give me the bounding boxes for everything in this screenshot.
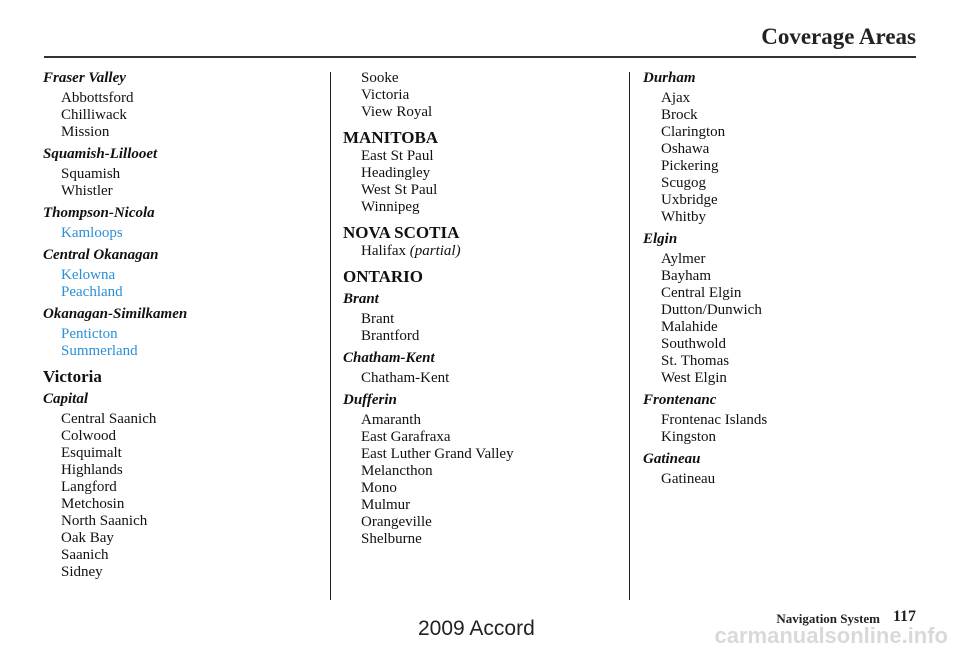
area-item-text: Peachland [61, 284, 123, 300]
region-heading-text: Elgin [643, 231, 678, 247]
area-item-text: Esquimalt [61, 445, 122, 461]
province-heading [343, 267, 623, 286]
area-item-text: Oshawa [661, 141, 710, 157]
area-item [43, 411, 323, 428]
area-item [643, 336, 923, 353]
area-item-text: Melancthon [361, 463, 433, 479]
area-item-text: Whitby [661, 209, 706, 225]
region-heading-text: Gatineau [643, 451, 701, 467]
area-item [43, 564, 323, 581]
area-item-text: Saanich [61, 547, 109, 563]
area-item-text: Bayham [661, 268, 711, 284]
area-item [43, 530, 323, 547]
area-item [343, 70, 623, 87]
area-item-text: West St Paul [361, 182, 438, 198]
area-item-text: Metchosin [61, 496, 125, 512]
area-item-text: Chilliwack [61, 107, 127, 123]
area-item [643, 353, 923, 370]
area-item [43, 343, 323, 360]
area-item-text: Halifax [361, 243, 410, 259]
area-item-text: Colwood [61, 428, 117, 444]
area-item-text: Brant [361, 311, 395, 327]
area-item-text: View Royal [361, 104, 433, 120]
region-heading [43, 146, 323, 163]
area-item-text: Sidney [61, 564, 103, 580]
region-heading-text: Thompson-Nicola [43, 205, 155, 221]
region-heading [343, 291, 623, 308]
area-item-text: Penticton [61, 326, 118, 342]
region-heading [343, 392, 623, 409]
area-item-text: Gatineau [661, 471, 716, 487]
area-item-text: North Saanich [61, 513, 148, 529]
area-item [343, 480, 623, 497]
region-heading [643, 70, 923, 87]
region-heading-text: Dufferin [343, 392, 397, 408]
region-heading-text: Capital [43, 391, 89, 407]
column-1 [43, 70, 323, 581]
area-item-text: Southwold [661, 336, 727, 352]
area-item [343, 463, 623, 480]
area-item-text: Chatham-Kent [361, 370, 450, 386]
area-item-text: Squamish [61, 166, 121, 182]
area-item [643, 175, 923, 192]
area-item-text: Brantford [361, 328, 420, 344]
area-item-text: Abbottsford [61, 90, 134, 106]
area-item [643, 124, 923, 141]
area-item [643, 158, 923, 175]
area-item-text: Kelowna [61, 267, 116, 283]
region-heading-text: Okanagan-Similkamen [43, 306, 188, 322]
area-item-text: East Luther Grand Valley [361, 446, 514, 462]
area-item-text: Shelburne [361, 531, 422, 547]
area-item [343, 87, 623, 104]
province-heading [343, 223, 623, 242]
title-rule [44, 56, 916, 58]
region-heading-text: Chatham-Kent [343, 350, 435, 366]
column-divider [629, 72, 630, 600]
area-item [343, 199, 623, 216]
area-item [643, 141, 923, 158]
region-heading-text: Durham [643, 70, 696, 86]
area-item-text: St. Thomas [661, 353, 730, 369]
area-item-text: Aylmer [661, 251, 706, 267]
area-item-text: Mulmur [361, 497, 411, 513]
area-item [643, 107, 923, 124]
area-item [43, 496, 323, 513]
area-item [643, 471, 923, 488]
area-item-text: Ajax [661, 90, 691, 106]
area-item [43, 267, 323, 284]
area-item [43, 547, 323, 564]
area-item [43, 479, 323, 496]
region-heading [643, 231, 923, 248]
area-item [643, 370, 923, 387]
area-item-text: Clarington [661, 124, 726, 140]
region-heading [43, 205, 323, 222]
page-title: Coverage Areas [761, 24, 916, 49]
footer-label: Navigation System [776, 611, 880, 626]
area-item-text: Malahide [661, 319, 718, 335]
area-item [43, 428, 323, 445]
watermark-site: carmanualsonline.info [714, 623, 948, 648]
area-item [343, 514, 623, 531]
area-item [43, 326, 323, 343]
area-item-text: Oak Bay [61, 530, 114, 546]
area-item [343, 311, 623, 328]
area-item [343, 165, 623, 182]
area-item-text: Mission [61, 124, 110, 140]
province-heading-text: NOVA SCOTIA [343, 223, 460, 242]
area-item-text: Frontenac Islands [661, 412, 768, 428]
area-item-text: Victoria [361, 87, 410, 103]
area-item-text: Central Elgin [661, 285, 742, 301]
area-item [43, 90, 323, 107]
area-item [343, 370, 623, 387]
page-number: 117 [892, 608, 916, 625]
area-item [343, 497, 623, 514]
area-item-text: West Elgin [661, 370, 727, 386]
province-heading-text: ONTARIO [343, 267, 423, 286]
province-heading-text: MANITOBA [343, 128, 439, 147]
area-item [43, 445, 323, 462]
area-item-text: Mono [361, 480, 397, 496]
area-item-text: East Garafraxa [361, 429, 451, 445]
area-item-text: Highlands [61, 462, 123, 478]
area-item-text: Brock [661, 107, 698, 123]
region-heading [343, 350, 623, 367]
region-heading [643, 392, 923, 409]
province-heading-text: Victoria [43, 367, 102, 386]
region-heading [43, 306, 323, 323]
area-item [643, 251, 923, 268]
area-item [43, 513, 323, 530]
area-item [343, 412, 623, 429]
area-item-text: Langford [61, 479, 117, 495]
region-heading-text: Central Okanagan [43, 247, 159, 263]
area-item [643, 209, 923, 226]
area-item [643, 302, 923, 319]
area-item-text: Whistler [61, 183, 113, 199]
region-heading-text: Fraser Valley [43, 70, 126, 86]
area-item-text: Orangeville [361, 514, 432, 530]
area-item-text: Scugog [661, 175, 706, 191]
area-item [343, 429, 623, 446]
area-item [343, 446, 623, 463]
column-3 [643, 70, 923, 488]
area-item [643, 192, 923, 209]
area-item [343, 328, 623, 345]
area-item-text: Winnipeg [361, 199, 420, 215]
area-item [343, 104, 623, 121]
area-item-text: Kamloops [61, 225, 123, 241]
area-item-text: Summerland [61, 343, 138, 359]
area-item [643, 90, 923, 107]
region-heading-text: Brant [343, 291, 379, 307]
area-item-text: Amaranth [361, 412, 421, 428]
province-heading [343, 128, 623, 147]
province-heading [43, 367, 323, 386]
region-heading [43, 391, 323, 408]
region-heading [43, 70, 323, 87]
area-item [643, 319, 923, 336]
area-item [43, 166, 323, 183]
region-heading [643, 451, 923, 468]
column-2 [343, 70, 623, 548]
region-heading-text: Squamish-Lillooet [43, 146, 158, 162]
area-item [43, 284, 323, 301]
area-item-text: Uxbridge [661, 192, 718, 208]
area-item [43, 183, 323, 200]
area-item [343, 182, 623, 199]
region-heading-text: Frontenanc [643, 392, 717, 408]
column-divider [330, 72, 331, 600]
area-note: (partial) [409, 243, 461, 259]
area-item-text: Dutton/Dunwich [661, 302, 762, 318]
area-item [343, 243, 623, 260]
area-item [643, 412, 923, 429]
area-item [43, 462, 323, 479]
area-item [43, 225, 323, 242]
watermark-model: 2009 Accord [418, 617, 535, 640]
area-item-text: East St Paul [361, 148, 434, 164]
area-item-text: Central Saanich [61, 411, 157, 427]
region-heading [43, 247, 323, 264]
area-item [643, 429, 923, 446]
area-item-text: Headingley [361, 165, 431, 181]
area-item-text: Sooke [361, 70, 399, 86]
area-item-text: Pickering [661, 158, 719, 174]
area-item [43, 124, 323, 141]
area-item [643, 268, 923, 285]
area-item [343, 148, 623, 165]
area-item [343, 531, 623, 548]
area-item [643, 285, 923, 302]
area-item-text: Kingston [661, 429, 717, 445]
area-item [43, 107, 323, 124]
